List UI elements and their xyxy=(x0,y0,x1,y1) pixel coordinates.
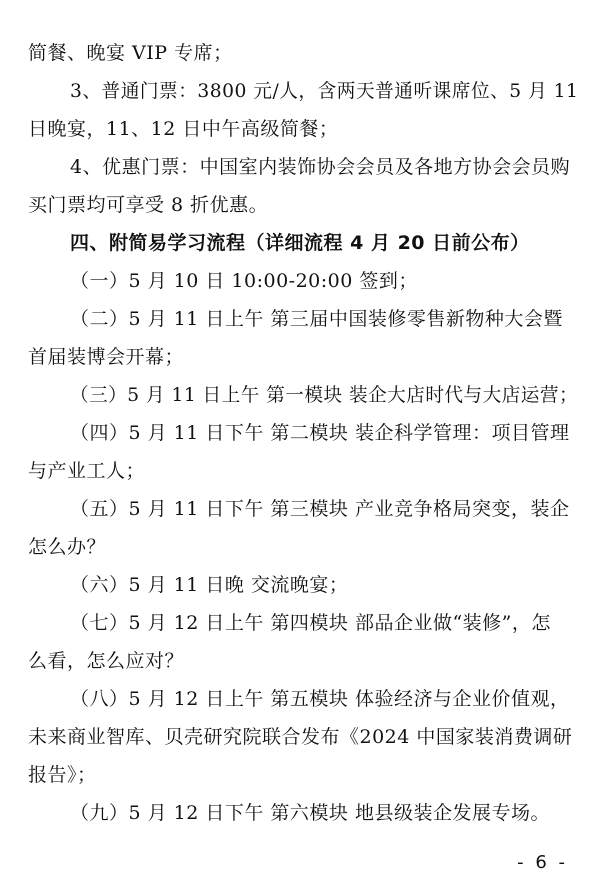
text-line: （六）5 月 11 日晚 交流晚宴； xyxy=(70,574,349,596)
text-line: 么看，怎么应对？ xyxy=(28,650,185,672)
text-line: 3、普通门票：3800 元/人，含两天普通听课席位、5 月 11 xyxy=(70,80,579,102)
text-line: 与产业工人； xyxy=(28,460,146,482)
text-line: 4、优惠门票：中国室内装饰协会会员及各地方协会会员购 xyxy=(70,156,571,178)
text-line: 怎么办？ xyxy=(28,536,107,558)
text-line: 日晚宴，11、12 日中午高级简餐； xyxy=(28,118,339,140)
text-line: （五）5 月 11 日下午 第三模块 产业竞争格局突变，装企 xyxy=(70,498,570,520)
text-line: 买门票均可享受 8 折优惠。 xyxy=(28,194,269,216)
text-line: 简餐、晚宴 VIP 专席； xyxy=(28,42,233,64)
text-line: （八）5 月 12 日上午 第五模块 体验经济与企业价值观， xyxy=(70,688,570,710)
text-line: （四）5 月 11 日下午 第二模块 装企科学管理：项目管理 xyxy=(70,422,570,444)
page-number: - 6 - xyxy=(517,852,568,873)
text-line: （七）5 月 12 日上午 第四模块 部品企业做“装修”，怎 xyxy=(70,612,551,634)
text-line: （二）5 月 11 日上午 第三届中国装修零售新物种大会暨 xyxy=(70,308,563,330)
text-line: 报告》； xyxy=(28,764,97,786)
section-heading: 四、附简易学习流程（详细流程 4 月 20 日前公布） xyxy=(70,232,530,254)
text-line: 未来商业智库、贝壳研究院联合发布《2024 中国家装消费调研 xyxy=(28,726,573,748)
text-line: （九）5 月 12 日下午 第六模块 地县级装企发展专场。 xyxy=(70,802,550,824)
text-line: （三）5 月 11 日上午 第一模块 装企大店时代与大店运营； xyxy=(70,384,579,406)
text-line: （一）5 月 10 日 10:00-20:00 签到； xyxy=(70,270,418,292)
text-line: 首届装博会开幕； xyxy=(28,346,185,368)
